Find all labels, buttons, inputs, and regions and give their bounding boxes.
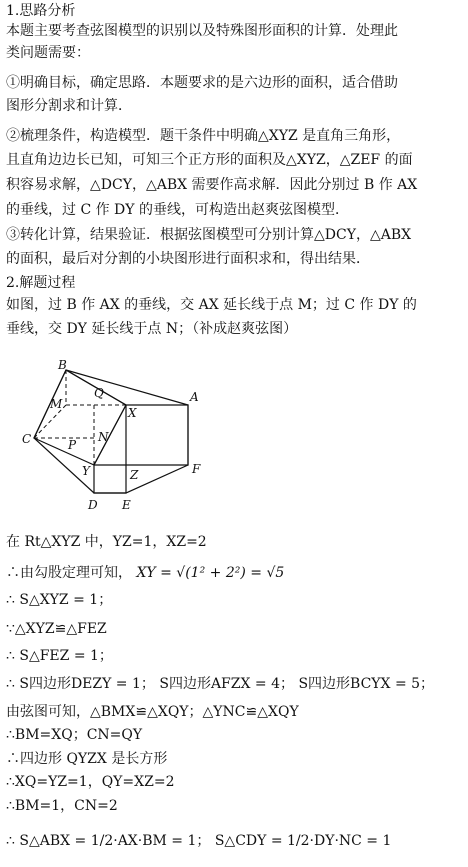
zhao-shuang-diagram — [14, 353, 220, 517]
solution-step-2 — [6, 564, 464, 582]
label-q: Q — [94, 386, 104, 400]
analysis-line-5: ②梳理条件，构造模型．题干条件中明确△XYZ 是直角三角形， — [6, 128, 401, 144]
label-m: M — [50, 397, 63, 411]
analysis-line-10: 的面积，最后对分割的小块图形进行面积求和，得出结果． — [6, 251, 370, 267]
solution-step-10: ∴XQ=YZ=1，QY=XZ=2 — [6, 774, 175, 790]
analysis-line-7: 积容易求解，△DCY，△ABX 需要作高求解．因此分别过 B 作 AX — [6, 177, 418, 193]
label-y: Y — [82, 464, 90, 478]
solution-step-5: ∴ S△FEZ = 1； — [6, 648, 113, 664]
label-d: D — [88, 498, 98, 512]
label-f: F — [192, 462, 201, 476]
label-e: E — [122, 498, 131, 512]
analysis-line-3: ①明确目标，确定思路．本题要求的是六边形的面积，适合借助 — [6, 75, 398, 91]
analysis-line-6: 且直角边边长已知，可知三个正方形的面积及△XYZ，△ZEF 的面 — [6, 152, 413, 168]
label-p: P — [68, 438, 77, 452]
solution-step-7: 由弦图可知，△BMX≌△XQY；△YNC≌△XQY — [6, 704, 299, 720]
label-c: C — [22, 432, 32, 446]
solution-step-8: ∴BM=XQ；CN=QY — [6, 727, 143, 743]
step-2-prefix: ∴由勾股定理可知， — [6, 565, 132, 581]
analysis-line-2: 类问题需要： — [6, 45, 90, 61]
solution-step-6: ∴ S四边形DEZY = 1； S四边形AFZX = 4； S四边形BCYX = 5； — [6, 676, 435, 692]
label-z: Z — [130, 468, 139, 482]
solution-intro-1: 如图，过 B 作 AX 的垂线，交 AX 延长线于点 M；过 C 作 DY 的 — [6, 297, 417, 313]
solution-step-9: ∴四边形 QYZX 是长方形 — [6, 751, 168, 767]
solution-step-1: 在 Rt△XYZ 中，YZ=1，XZ=2 — [6, 534, 207, 550]
solution-step-12: ∴ S△ABX = 1/2·AX·BM = 1； S△CDY = 1/2·DY·NC = 1 — [6, 833, 392, 849]
label-x: X — [128, 406, 137, 420]
square-dezy — [94, 465, 126, 493]
analysis-line-1: 本题主要考查弦图模型的识别以及特殊图形面积的计算．处理此 — [6, 23, 398, 39]
solution-step-4: ∵△XYZ≌△FEZ — [6, 621, 107, 637]
heading-analysis: 1.思路分析 — [6, 3, 76, 19]
step-2-formula: XY = √(1² + 2²) = √5 — [136, 565, 285, 581]
heading-solution: 2.解题过程 — [6, 275, 76, 291]
solution-step-3: ∴ S△XYZ = 1； — [6, 592, 113, 608]
analysis-line-9: ③转化计算，结果验证．根据弦图模型可分别计算△DCY，△ABX — [6, 227, 412, 243]
label-b: B — [58, 358, 67, 372]
solution-step-11: ∴BM=1，CN=2 — [6, 798, 118, 814]
label-n: N — [98, 430, 109, 444]
analysis-line-4: 图形分割求和计算． — [6, 98, 132, 114]
analysis-line-8: 的垂线，过 C 作 DY 的垂线，可构造出赵爽弦图模型． — [6, 202, 349, 218]
label-a: A — [190, 390, 199, 404]
solution-intro-2: 垂线，交 DY 延长线于点 N；（补成赵爽弦图） — [6, 321, 298, 337]
